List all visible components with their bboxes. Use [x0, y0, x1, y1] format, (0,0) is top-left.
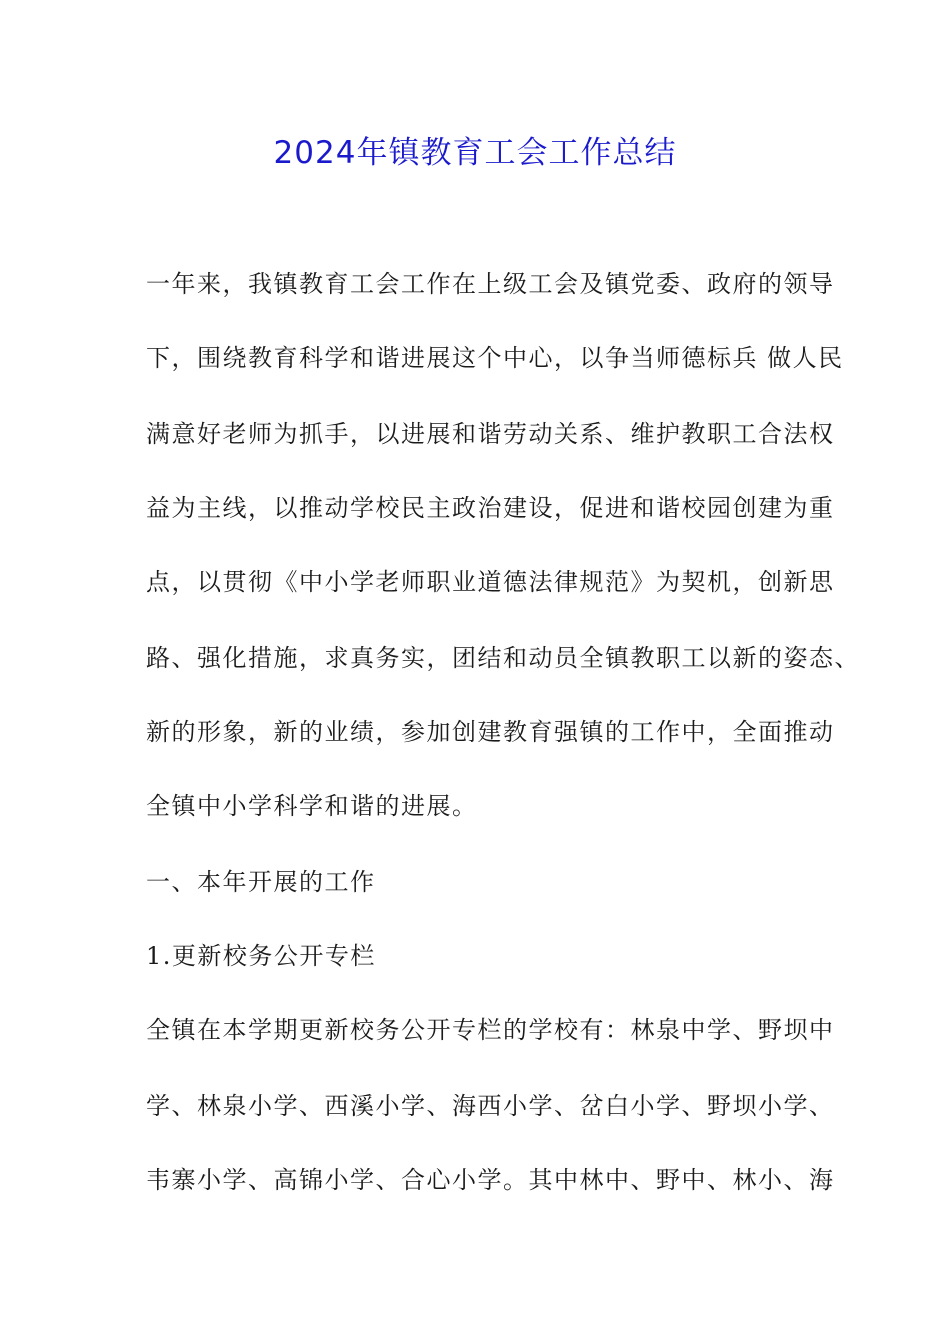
paragraph-line: 新的形象，新的业绩，参加创建教育强镇的工作中，全面推动 [146, 718, 835, 746]
paragraph-line: 点，以贯彻《中小学老师职业道德法律规范》为契机，创新思 [146, 568, 835, 596]
paragraph-line: 下，围绕教育科学和谐进展这个中心，以争当师德标兵 做人民 [146, 344, 844, 372]
paragraph-line: 满意好老师为抓手，以进展和谐劳动关系、维护教职工合法权 [146, 420, 835, 448]
paragraph-line: 韦寨小学、高锦小学、合心小学。其中林中、野中、林小、海 [146, 1166, 835, 1194]
paragraph-line: 全镇中小学科学和谐的进展。 [146, 792, 478, 820]
paragraph-line: 一年来，我镇教育工会工作在上级工会及镇党委、政府的领导 [146, 270, 835, 298]
document-title: 2024年镇教育工会工作总结 [273, 135, 677, 171]
subsection-heading: 1.更新校务公开专栏 [146, 942, 376, 970]
paragraph-line: 益为主线，以推动学校民主政治建设，促进和谐校园创建为重 [146, 494, 835, 522]
paragraph-line: 路、强化措施，求真务实，团结和动员全镇教职工以新的姿态、 [146, 644, 860, 672]
paragraph-line: 全镇在本学期更新校务公开专栏的学校有：林泉中学、野坝中 [146, 1016, 835, 1044]
section-heading: 一、本年开展的工作 [146, 868, 376, 896]
paragraph-line: 学、林泉小学、西溪小学、海西小学、岔白小学、野坝小学、 [146, 1092, 835, 1120]
